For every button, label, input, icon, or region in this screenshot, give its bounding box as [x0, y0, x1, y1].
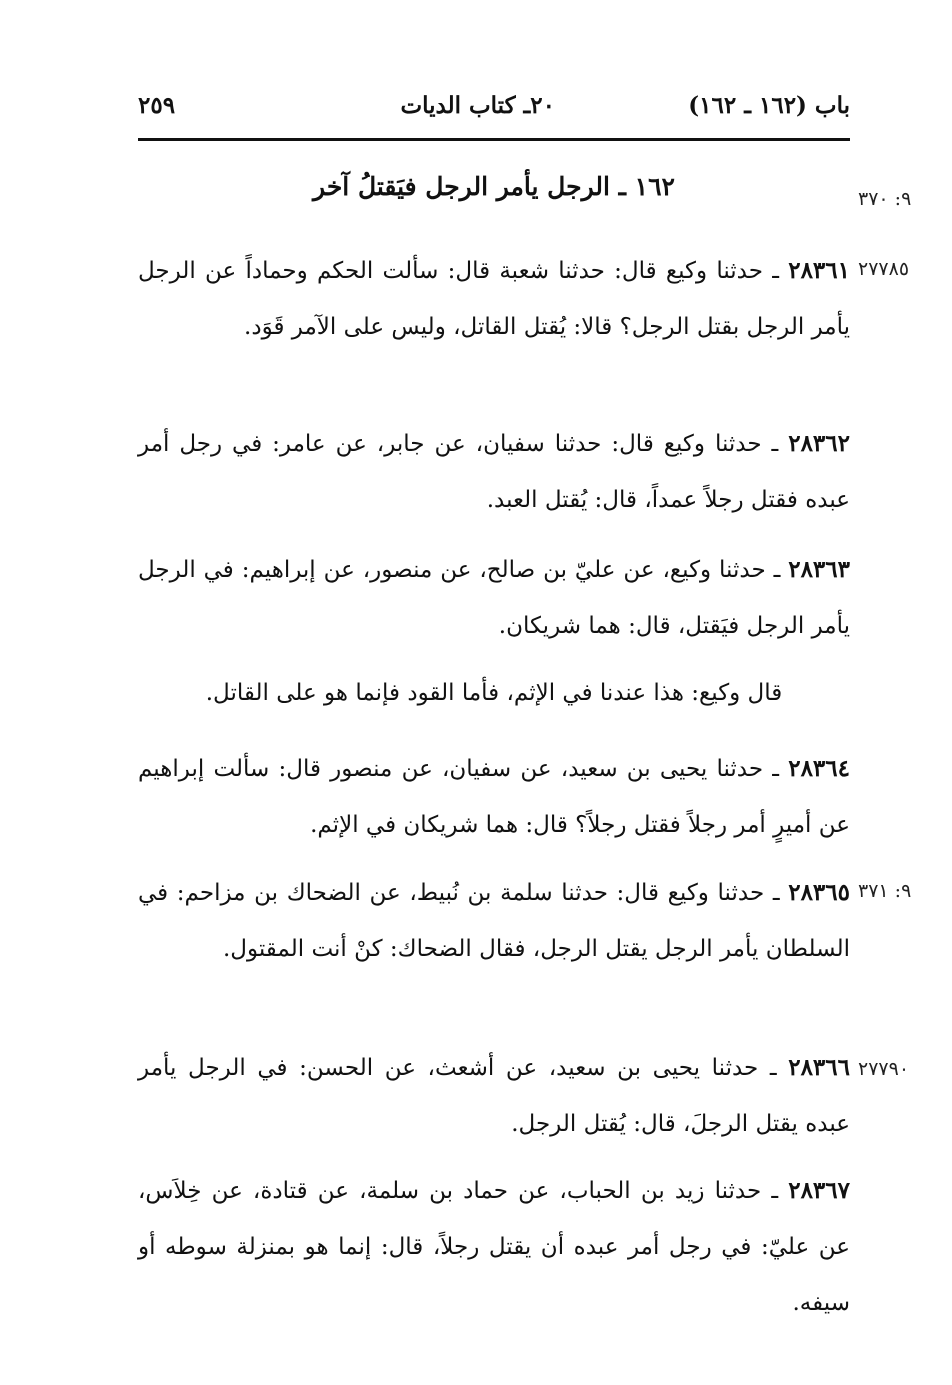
hadith-text: ـ حدثنا وكيع، عن عليّ بن صالح، عن منصور، عن إبراهيم: في الرجل يأمر الرجل فيَقتل، قال: هما شريكان.: [138, 557, 850, 639]
hadith-text: ـ حدثنا وكيع قال: حدثنا سلمة بن نُبيط، عن الضحاك بن مزاحم: في السلطان يأمر الرجل يقتل الرجل، فقال الضحاك: كنْ أنت المقتول.: [138, 880, 850, 962]
book-title: ٢٠ـ كتاب الديات: [400, 92, 555, 119]
commentary-text: قال وكيع: هذا عندنا في الإثم، فأما القود فإنما هو على القاتل.: [205, 680, 783, 706]
chapter-range: باب (١٦٢ ـ ١٦٢): [688, 92, 850, 119]
margin-ref-volume: ٩: ٣٧١: [858, 880, 912, 902]
hadith-number: ٢٨٣٦٦: [788, 1054, 850, 1081]
page-number: ٢٥٩: [138, 92, 176, 119]
hadith-text: ـ حدثنا زيد بن الحباب، عن حماد بن سلمة، عن قتادة، عن خِلاَس، عن عليّ: في رجل أمر عبده أن يقتل رجلاً، قال: إنما هو بمنزلة سوطه أو سيفه.: [138, 1178, 850, 1316]
hadith-text: ـ حدثنا يحيى بن سعيد، عن سفيان، عن منصور قال: سألت إبراهيم عن أميرٍ أمر رجلاً فقتل رجلاً؟ قال: هما شريكان في الإثم.: [138, 756, 850, 838]
hadith-paragraph: [138, 741, 850, 853]
header-rule: [138, 138, 850, 141]
hadith-paragraph: [138, 416, 850, 528]
commentary-paragraph: [138, 665, 850, 721]
hadith-paragraph: [138, 1163, 850, 1331]
hadith-number: ٢٨٣٦٢: [788, 430, 850, 457]
hadith-text: ـ حدثنا وكيع قال: حدثنا سفيان، عن جابر، عن عامر: في رجل أمر عبده فقتل رجلاً عمداً، قال: يُقتل العبد.: [138, 431, 850, 513]
margin-ref-number: ٢٧٧٨٥: [858, 258, 910, 280]
running-header: [138, 92, 850, 132]
hadith-number: ٢٨٣٦١: [788, 257, 850, 284]
hadith-paragraph: [138, 243, 850, 355]
hadith-text: ـ حدثنا وكيع قال: حدثنا شعبة قال: سألت الحكم وحماداً عن الرجل يأمر الرجل بقتل الرجل؟ قالا: يُقتل القاتل، وليس على الآمر قَوَد.: [138, 258, 850, 340]
hadith-text: ـ حدثنا يحيى بن سعيد، عن أشعث، عن الحسن: في الرجل يأمر عبده يقتل الرجلَ، قال: يُقتل الرجل.: [138, 1055, 850, 1137]
margin-ref-number: ٢٧٧٩٠: [858, 1058, 910, 1080]
hadith-paragraph: [138, 1040, 850, 1152]
margin-ref-volume: ٩: ٣٧٠: [858, 188, 912, 210]
hadith-number: ٢٨٣٦٣: [788, 556, 850, 583]
hadith-paragraph: [138, 865, 850, 977]
hadith-number: ٢٨٣٦٥: [788, 879, 850, 906]
hadith-paragraph: [138, 542, 850, 654]
hadith-number: ٢٨٣٦٧: [788, 1177, 850, 1204]
chapter-heading: ١٦٢ ـ الرجل يأمر الرجل فيَقتلُ آخر: [313, 172, 675, 201]
hadith-number: ٢٨٣٦٤: [788, 755, 850, 782]
